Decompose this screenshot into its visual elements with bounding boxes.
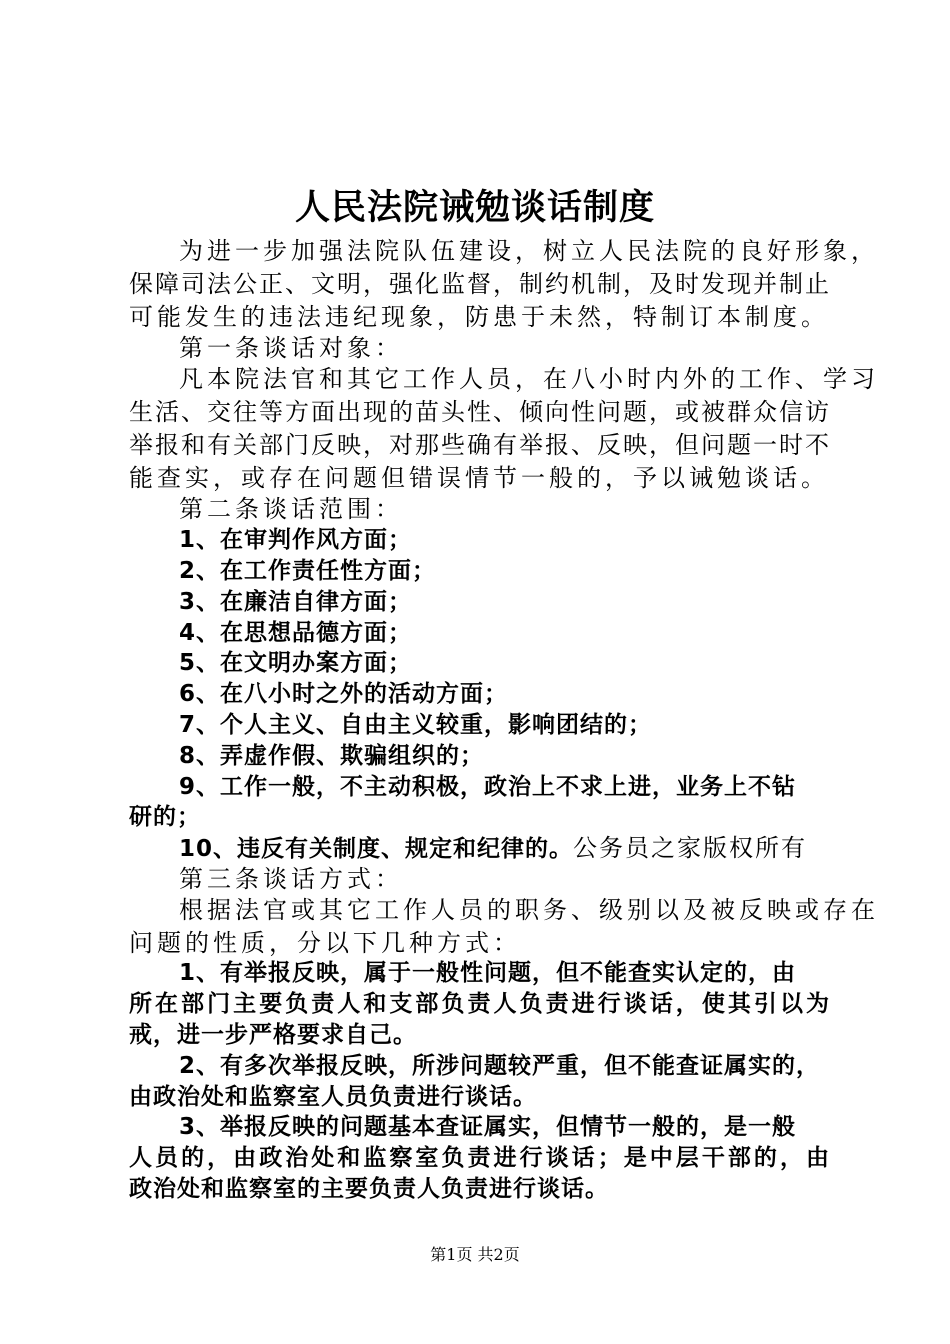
paragraph-line: 可能发生的违法违纪现象，防患于未然，特制订本制度。: [129, 303, 829, 331]
paragraph-line: 能查实，或存在问题但错误情节一般的，予以诫勉谈话。: [129, 464, 829, 492]
paragraph-line: 举报和有关部门反映，对那些确有举报、反映，但问题一时不: [129, 431, 829, 459]
list-item: 9、工作一般，不主动积极，政治上不求上进，业务上不钻: [179, 774, 797, 800]
paragraph-line: 凡本院法官和其它工作人员，在八小时内外的工作、学习: [179, 365, 879, 393]
page-number: 第1页 共2页: [430, 1245, 520, 1264]
list-item: 1、在审判作风方面；: [179, 527, 413, 553]
list-item: 6、在八小时之外的活动方面；: [179, 681, 509, 707]
section-heading: 第二条谈话范围：: [179, 495, 403, 523]
paragraph-line: 生活、交往等方面出现的苗头性、倾向性问题，或被群众信访: [129, 398, 829, 426]
list-item: 8、弄虚作假、欺骗组织的；: [179, 743, 485, 769]
paragraph-line: 3、举报反映的问题基本查证属实，但情节一般的，是一般: [179, 1114, 797, 1140]
paragraph-line: 政治处和监察室的主要负责人负责进行谈话。: [129, 1176, 609, 1202]
list-item: 研的；: [129, 804, 201, 830]
paragraph-line: 1、有举报反映，属于一般性问题，但不能查实认定的，由: [179, 960, 797, 986]
paragraph-line: 所在部门主要负责人和支部负责人负责进行谈话，使其引以为: [129, 991, 829, 1017]
section-heading: 第三条谈话方式：: [179, 865, 403, 893]
paragraph-line: 人员的，由政治处和监察室负责进行谈话；是中层干部的，由: [129, 1145, 829, 1171]
paragraph-line: 问题的性质，分以下几种方式：: [129, 929, 521, 957]
list-item: [129, 833, 879, 864]
list-item-text: 10、违反有关制度、规定和纪律的。: [179, 836, 574, 862]
list-item: 4、在思想品德方面；: [179, 620, 413, 646]
copyright-note: 公务员之家版权所有: [573, 834, 808, 862]
paragraph-line: 由政治处和监察室人员负责进行谈话。: [129, 1084, 537, 1110]
paragraph-line: 为进一步加强法院队伍建设，树立人民法院的良好形象，: [179, 237, 879, 265]
document-title: 人民法院诫勉谈话制度: [294, 188, 655, 228]
section-heading: 第一条谈话对象：: [179, 334, 403, 362]
paragraph-line: 根据法官或其它工作人员的职务、级别以及被反映或存在: [179, 896, 879, 924]
paragraph-line: 戒，进一步严格要求自己。: [129, 1022, 417, 1048]
list-item: 2、在工作责任性方面；: [179, 558, 437, 584]
paragraph-line: 2、有多次举报反映，所涉问题较严重，但不能查证属实的，: [179, 1053, 821, 1079]
list-item: 5、在文明办案方面；: [179, 650, 413, 676]
paragraph-line: 保障司法公正、文明，强化监督，制约机制，及时发现并制止: [129, 270, 829, 298]
list-item: 3、在廉洁自律方面；: [179, 589, 413, 615]
list-item: 7、个人主义、自由主义较重，影响团结的；: [179, 712, 653, 738]
